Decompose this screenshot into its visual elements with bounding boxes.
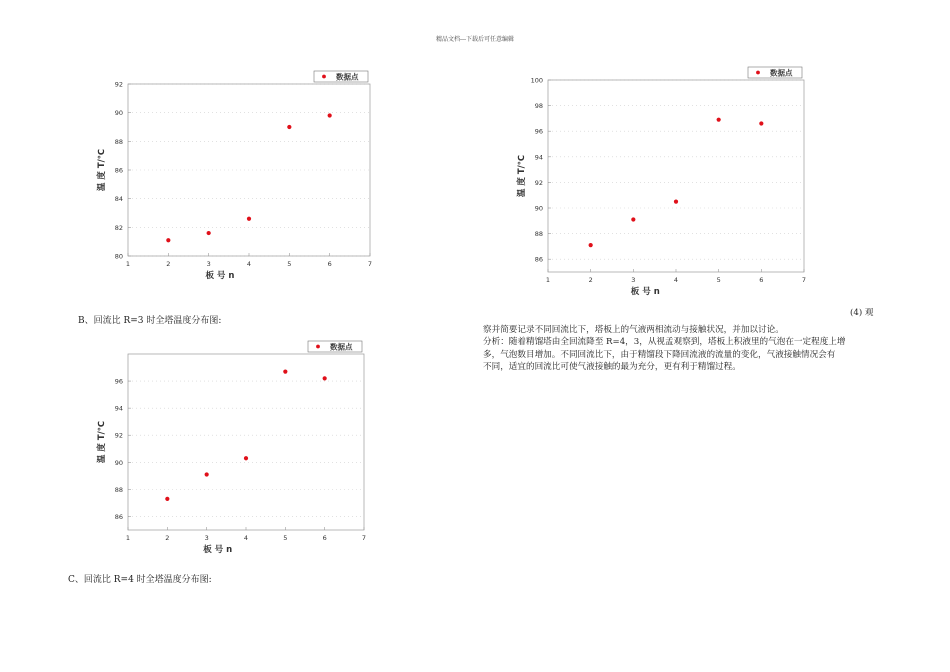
data-point	[165, 497, 169, 501]
x-tick-label: 1	[125, 534, 131, 542]
plot-frame	[128, 354, 364, 530]
y-tick-label: 98	[534, 102, 543, 111]
x-tick-label: 6	[759, 276, 764, 284]
data-point	[247, 217, 251, 221]
x-tick-label: 7	[361, 534, 367, 542]
y-tick-label: 94	[534, 153, 543, 162]
section-number: (4) 观	[850, 308, 874, 318]
x-tick-label: 5	[283, 534, 288, 542]
data-point	[166, 238, 170, 242]
page-header: 精品文档---下载后可任意编辑	[435, 36, 515, 43]
y-tick-label: 80	[114, 252, 123, 261]
y-tick-label: 88	[114, 137, 123, 146]
temperature-chart-1	[80, 64, 390, 286]
chart-svg	[500, 66, 830, 302]
caption-b: B、回流比 R=3 时全塔温度分布图:	[78, 316, 222, 326]
y-axis-label: 温 度 T/℃	[97, 148, 107, 192]
legend-marker	[322, 75, 326, 79]
x-tick-label: 6	[322, 534, 327, 542]
y-tick-label: 96	[534, 127, 543, 136]
y-axis-label: 温 度 T/℃	[517, 154, 527, 198]
y-tick-label: 88	[534, 230, 543, 239]
x-tick-label: 7	[801, 276, 807, 284]
y-tick-label: 84	[114, 195, 123, 204]
x-tick-label: 1	[545, 276, 551, 284]
legend-label: 数据点	[770, 68, 793, 78]
x-tick-label: 5	[287, 260, 292, 268]
data-point	[287, 125, 291, 129]
temperature-chart-3	[500, 66, 830, 302]
y-tick-label: 82	[114, 223, 123, 232]
paragraph-line: 不同，适宜的回流比可使气液接触的最为充分，更有利于精馏过程。	[483, 362, 741, 373]
data-point	[589, 243, 593, 247]
caption-c: C、回流比 R=4 时全塔温度分布图:	[68, 575, 212, 585]
x-axis-label: 板 号 n	[203, 545, 233, 555]
y-tick-label: 88	[114, 485, 123, 494]
data-point	[328, 113, 332, 117]
analysis-paragraph	[483, 324, 846, 374]
data-point	[283, 370, 287, 374]
y-tick-label: 94	[114, 404, 123, 413]
legend-marker	[756, 71, 760, 75]
y-tick-label: 92	[114, 80, 123, 89]
temperature-chart-2	[80, 334, 390, 556]
x-tick-label: 3	[631, 276, 636, 284]
data-point	[207, 231, 211, 235]
data-point	[717, 118, 721, 122]
x-tick-label: 7	[367, 260, 373, 268]
data-point	[205, 472, 209, 476]
legend-label: 数据点	[330, 342, 353, 352]
y-tick-label: 90	[114, 109, 123, 118]
data-point	[674, 200, 678, 204]
paragraph-line: 察并简要记录不同回流比下，塔板上的气液两相流动与接触状况，并加以讨论。	[483, 325, 784, 335]
x-tick-label: 2	[588, 276, 593, 284]
paragraph-line: 分析：随着精馏塔由全回流降至 R=4，3，从视孟观察到，塔板上积液里的气泡在一定程度上增	[483, 337, 846, 348]
paragraph-line: 多，气泡数目增加。不同回流比下，由于精馏段下降回流液的流量的变化，气液接触情况会有	[483, 349, 836, 360]
data-point	[323, 376, 327, 380]
x-axis-label: 板 号 n	[205, 271, 235, 281]
data-point	[244, 456, 248, 460]
y-tick-label: 86	[534, 255, 543, 264]
y-tick-label: 96	[114, 377, 123, 386]
x-tick-label: 2	[165, 534, 170, 542]
x-tick-label: 2	[166, 260, 171, 268]
x-tick-label: 5	[716, 276, 721, 284]
y-tick-label: 90	[114, 458, 123, 467]
chart-svg	[80, 64, 390, 286]
y-tick-label: 90	[534, 204, 543, 213]
y-tick-label: 100	[530, 76, 543, 85]
x-tick-label: 4	[243, 534, 249, 542]
y-tick-label: 92	[534, 178, 543, 187]
plot-frame	[548, 80, 804, 272]
x-tick-label: 3	[204, 534, 209, 542]
y-tick-label: 86	[114, 512, 123, 521]
y-tick-label: 86	[114, 166, 123, 175]
x-tick-label: 4	[246, 260, 252, 268]
x-tick-label: 6	[327, 260, 332, 268]
x-axis-label: 板 号 n	[630, 287, 660, 297]
x-tick-label: 4	[673, 276, 679, 284]
x-tick-label: 3	[206, 260, 211, 268]
legend-marker	[316, 345, 320, 349]
y-axis-label: 温 度 T/℃	[97, 420, 107, 464]
data-point	[759, 121, 763, 125]
data-point	[631, 217, 635, 221]
y-tick-label: 92	[114, 431, 123, 440]
x-tick-label: 1	[125, 260, 131, 268]
legend-label: 数据点	[336, 72, 359, 82]
chart-svg	[80, 334, 390, 556]
